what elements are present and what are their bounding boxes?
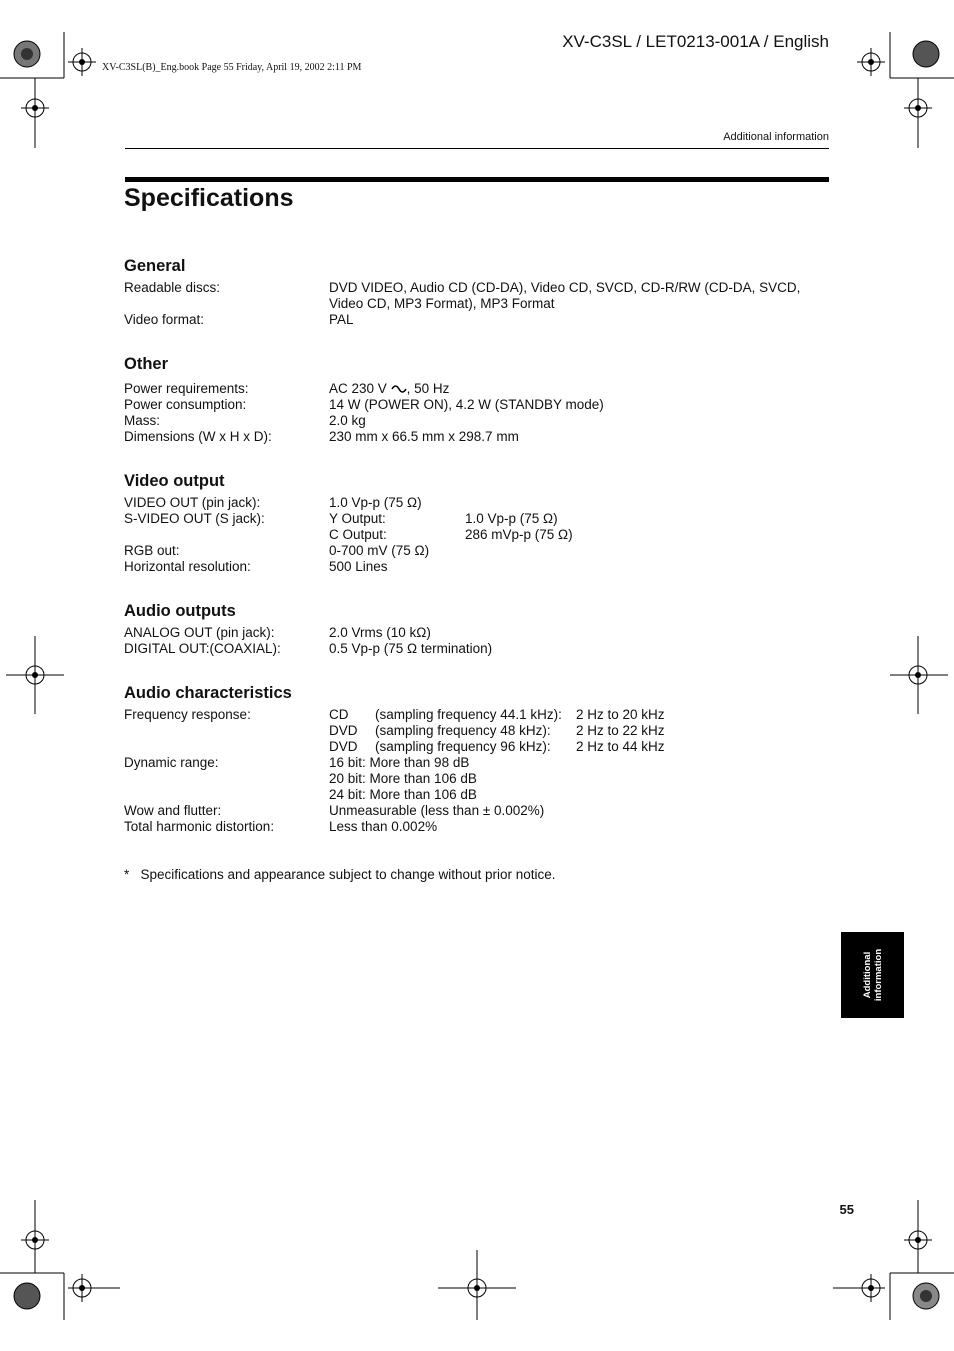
- title-rule: [125, 177, 829, 182]
- side-tab: [841, 932, 904, 1018]
- label-power-consumption: Power consumption:: [124, 397, 247, 412]
- heading-audio-outputs: Audio outputs: [124, 602, 236, 620]
- side-tab-line-2: information: [872, 948, 884, 1002]
- label-s-video-out: S-VIDEO OUT (S jack):: [124, 511, 265, 526]
- label-thd: Total harmonic distortion:: [124, 819, 275, 834]
- label-wow-flutter: Wow and flutter:: [124, 803, 222, 818]
- label-dimensions: Dimensions (W x H x D):: [124, 429, 272, 444]
- footnote: * Specifications and appearance subject to change without prior notice.: [124, 867, 556, 882]
- label-mass: Mass:: [124, 413, 161, 428]
- freq-condition: (sampling frequency 48 kHz):: [375, 723, 551, 738]
- freq-range: 2 Hz to 22 kHz: [576, 723, 665, 738]
- freq-media: DVD: [329, 739, 358, 754]
- side-tab-label: [862, 932, 884, 1018]
- heading-audio-characteristics: Audio characteristics: [124, 684, 292, 702]
- label-rgb-out: RGB out:: [124, 543, 180, 558]
- value-video-out: 1.0 Vp-p (75 Ω): [329, 495, 422, 510]
- heading-general: General: [124, 257, 186, 275]
- value-readable-discs-1: DVD VIDEO, Audio CD (CD-DA), Video CD, SVCD, CD-R/RW (CD-DA, SVCD,: [329, 280, 801, 295]
- freq-range: 2 Hz to 44 kHz: [576, 739, 665, 754]
- value-readable-discs-2: Video CD, MP3 Format), MP3 Format: [329, 296, 555, 311]
- label-analog-out: ANALOG OUT (pin jack):: [124, 625, 275, 640]
- value-c-output: 286 mVp-p (75 Ω): [465, 527, 573, 542]
- document-id: XV-C3SL / LET0213-001A / English: [562, 32, 829, 51]
- label-dynamic-range: Dynamic range:: [124, 755, 219, 770]
- heading-video-output: Video output: [124, 472, 225, 490]
- label-video-out: VIDEO OUT (pin jack):: [124, 495, 261, 510]
- label-digital-out: DIGITAL OUT:(COAXIAL):: [124, 641, 281, 656]
- value-digital-out: 0.5 Vp-p (75 Ω termination): [329, 641, 493, 656]
- freq-condition: (sampling frequency 96 kHz):: [375, 739, 551, 754]
- value-video-format: PAL: [329, 312, 354, 327]
- freq-range: 2 Hz to 20 kHz: [576, 707, 665, 722]
- label-power-requirements: Power requirements:: [124, 381, 249, 396]
- freq-media: CD: [329, 707, 349, 722]
- label-horizontal-resolution: Horizontal resolution:: [124, 559, 251, 574]
- side-tab-line-1: Additional: [861, 951, 873, 999]
- freq-condition: (sampling frequency 44.1 kHz):: [375, 707, 562, 722]
- value-analog-out: 2.0 Vrms (10 kΩ): [329, 625, 431, 640]
- page-number: 55: [839, 1202, 854, 1217]
- section-label: Additional information: [723, 131, 829, 143]
- ac-wave-icon: [391, 383, 407, 395]
- value-wow-flutter: Unmeasurable (less than ± 0.002%): [329, 803, 545, 818]
- value-dimensions: 230 mm x 66.5 mm x 298.7 mm: [329, 429, 519, 444]
- value-mass: 2.0 kg: [329, 413, 366, 428]
- value-power-frequency: , 50 Hz: [406, 381, 450, 396]
- dynamic-range-row: 16 bit: More than 98 dB: [329, 755, 470, 770]
- book-info-line: XV-C3SL(B)_Eng.book Page 55 Friday, April 19, 2002 2:11 PM: [102, 62, 362, 73]
- label-readable-discs: Readable discs:: [124, 280, 221, 295]
- header-rule: [125, 148, 829, 149]
- label-c-output: C Output:: [329, 527, 387, 542]
- value-horizontal-resolution: 500 Lines: [329, 559, 388, 574]
- value-power-requirements: [329, 381, 449, 396]
- value-y-output: 1.0 Vp-p (75 Ω): [465, 511, 558, 526]
- value-thd: Less than 0.002%: [329, 819, 438, 834]
- dynamic-range-row: 20 bit: More than 106 dB: [329, 771, 477, 786]
- value-power-voltage: AC 230 V: [329, 381, 387, 396]
- value-rgb-out: 0-700 mV (75 Ω): [329, 543, 430, 558]
- page-title: Specifications: [124, 184, 294, 212]
- value-power-consumption: 14 W (POWER ON), 4.2 W (STANDBY mode): [329, 397, 604, 412]
- freq-media: DVD: [329, 723, 358, 738]
- label-y-output: Y Output:: [329, 511, 386, 526]
- dynamic-range-row: 24 bit: More than 106 dB: [329, 787, 477, 802]
- label-video-format: Video format:: [124, 312, 205, 327]
- label-frequency-response: Frequency response:: [124, 707, 251, 722]
- heading-other: Other: [124, 355, 169, 373]
